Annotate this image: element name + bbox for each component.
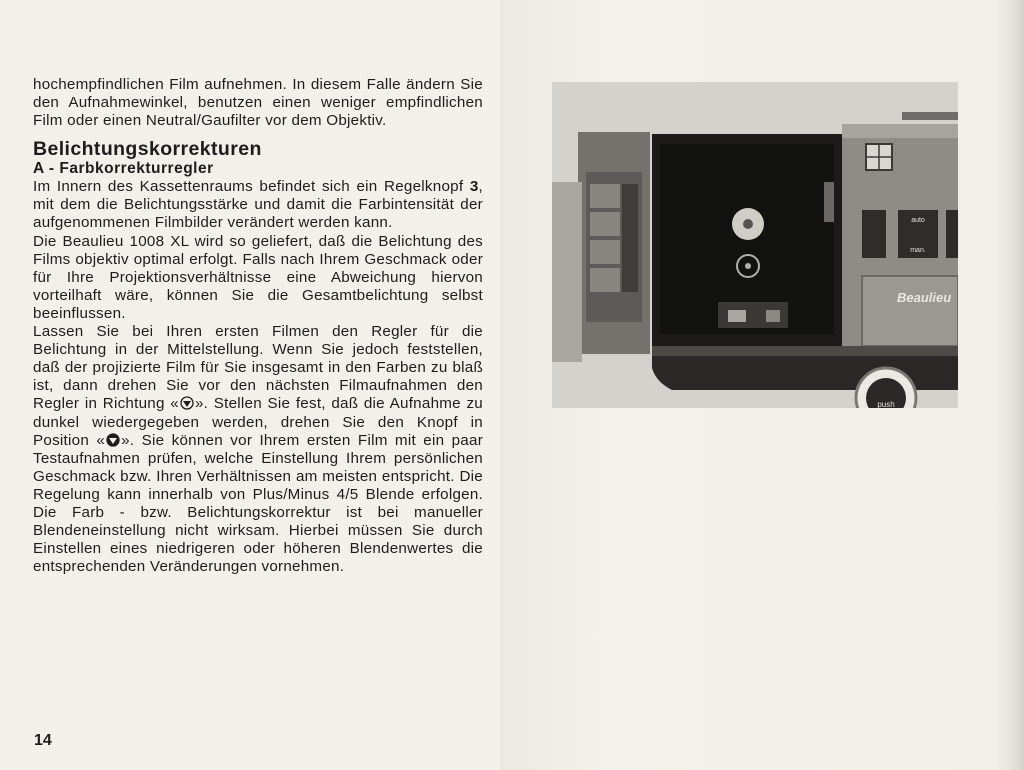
brand-logo: Beaulieu <box>897 290 952 305</box>
man-label: man. <box>910 247 926 254</box>
intro-paragraph: hochempfindlichen Film aufnehmen. In diesem Falle ändern Sie den Aufnahmewinkel, benutzen einen weniger empfindlichen Film oder einen Neutral/Gaufilter vor dem Objektiv. <box>33 76 483 130</box>
paragraph-3-text-end: ». Sie können vor Ihrem ersten Film mit ein paar Testaufnahmen prüfen, welche Einstellung Ihrem persönlichen Geschmack bzw. Ihren Verhältnissen am meisten entspricht. Die Regelung kann innerhalb von Plus/Minus 4/5 Blende erfolgen. Die Farb - bzw. Belichtungskorrektur ist bei manueller Blendeneinstellung nicht wirksam. Hierbei müssen Sie durch Einstellen eines niedrigeren oder höheren Blendenwertes die entsprechenden Veränderungen vornehmen. <box>33 431 484 576</box>
paragraph-2: Die Beaulieu 1008 XL wird so geliefert, daß die Belichtung des Films objektiv optimal erfolgt. Falls nach Ihrem Geschmack oder für Ihre Projektionsverhältnisse eine Abweichung hiervon vorteilhaft wäre, können Sie die Gesamtbelichtung selbst beeinflussen. <box>33 232 483 322</box>
page-edge-shadow <box>994 0 1024 770</box>
minus-direction-icon <box>106 433 120 447</box>
camera-photo <box>552 82 958 408</box>
plus-direction-icon <box>180 396 194 410</box>
page-number: 14 <box>34 732 52 749</box>
paragraph-3-text-cont: ». Stellen Sie fest, daß die Aufnahme zu dunkel wiedergegeben werden, drehen Sie den Knopf in Position « <box>33 395 484 449</box>
control-slot-1 <box>862 210 886 258</box>
section-subheading: A - Farbkorrekturregler <box>33 160 214 178</box>
push-label: push <box>877 400 895 408</box>
paragraph-1 <box>33 178 483 232</box>
paragraph-3 <box>33 323 483 576</box>
paragraph-1-text-cont: , mit dem die Belichtungsstärke und damit die Farbintensität der aufgenommenen Filmbilder verändert werden kann. <box>33 178 483 232</box>
knob-number: 3 <box>469 178 479 196</box>
auto-label: auto <box>911 217 925 224</box>
paragraph-3-text: Lassen Sie bei Ihren ersten Filmen den Regler für die Belichtung in der Mittelstellung. Wenn Sie jedoch feststellen, daß der projizierte Film für Sie insgesamt in den Farben zu blaß ist, dann drehen Sie vor den nächsten Filmaufnahmen den Regler in Richtung « <box>33 323 483 413</box>
brand-panel <box>862 276 958 346</box>
camera-illustration <box>552 82 958 408</box>
paragraph-1-text: Im Innern des Kassettenraums befindet sich ein Regelknopf <box>33 178 470 196</box>
section-heading: Belichtungskorrekturen <box>33 138 262 161</box>
text-column <box>33 76 483 576</box>
